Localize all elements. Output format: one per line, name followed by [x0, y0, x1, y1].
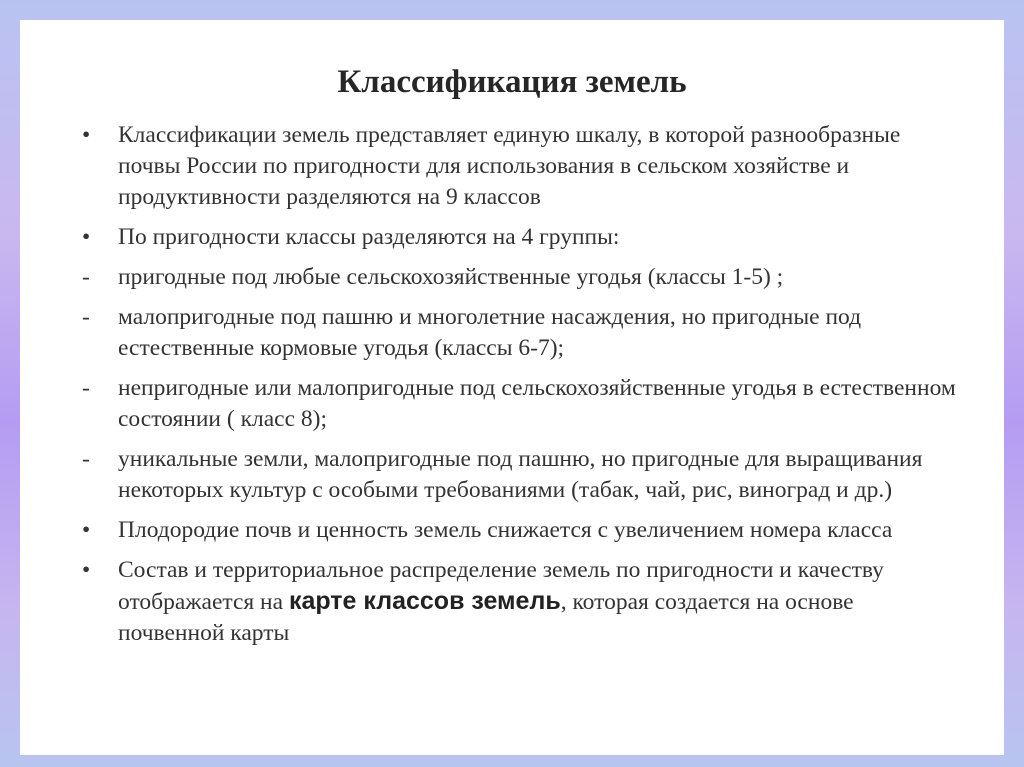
dash-marker: -: [82, 264, 90, 290]
list-item-text: пригодные под любые сельскохозяйственные угодья (классы 1-5) ;: [118, 264, 784, 290]
emphasized-term: карте классов земель: [288, 587, 561, 615]
dash-marker: -: [82, 304, 90, 330]
list-item-text: [118, 557, 884, 646]
list-item-text-before: Состав и территориальное распределение земель по пригодности и качеству отображается на: [118, 557, 884, 615]
dash-marker: -: [82, 375, 90, 401]
list-item: [82, 373, 962, 435]
list-item-text: Классификации земель представляет единую шкалу, в которой разнообразные почвы России по пригодности для использования в сельском хозяйстве и продуктивности разделяются на 9 классов: [118, 122, 901, 210]
list-item: [82, 302, 962, 364]
list-item-text: По пригодности классы разделяются на 4 группы:: [118, 224, 620, 250]
bullet-marker: •: [82, 224, 91, 250]
list-item: [82, 444, 962, 506]
list-item-text-after: , которая создается на основе почвенной карты: [118, 589, 854, 646]
list-item-text: Плодородие почв и ценность земель снижается с увеличением номера класса: [118, 517, 893, 543]
list-item: [82, 515, 962, 546]
list-item: [82, 555, 962, 649]
list-item-text: уникальные земли, малопригодные под пашню, но пригодные для выращивания некоторых культур с особыми требованиями (табак, чай, рис, виноград и др.): [118, 446, 923, 503]
bullet-marker: •: [82, 517, 91, 543]
list-item-text: непригодные или малопригодные под сельскохозяйственные угодья в естественном состоянии ( класс 8);: [118, 375, 956, 432]
list-item: [82, 262, 962, 293]
list-item: [82, 120, 962, 213]
list-item-text: малопригодные под пашню и многолетние насаждения, но пригодные под естественные кормовые угодья (классы 6-7);: [118, 304, 862, 361]
bullet-list: [82, 120, 962, 658]
list-item: [82, 222, 962, 253]
slide-title: Классификация земель: [337, 64, 687, 100]
bullet-marker: •: [82, 122, 91, 148]
bullet-marker: •: [82, 557, 91, 583]
dash-marker: -: [82, 446, 90, 472]
slide: [20, 20, 1004, 755]
